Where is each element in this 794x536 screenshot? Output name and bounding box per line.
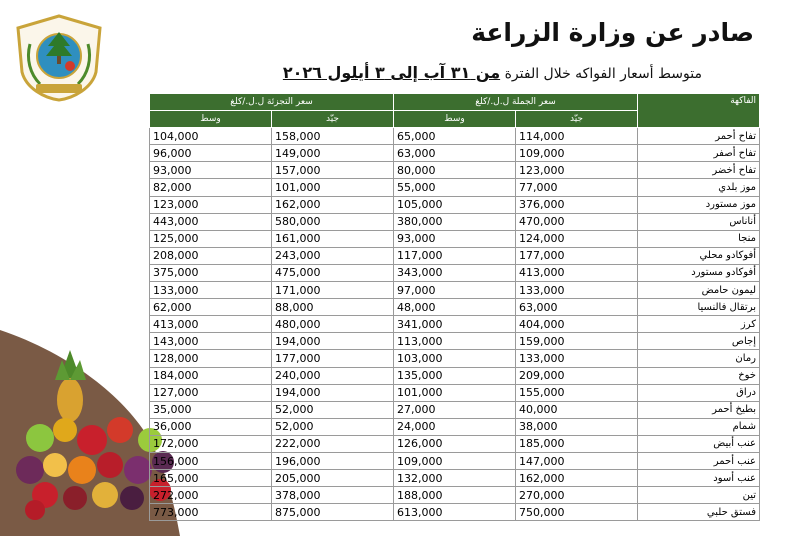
fruit-name-cell: أناناس: [638, 213, 760, 230]
wholesale-medium-cell: 24,000: [394, 418, 516, 435]
wholesale-good-cell: 159,000: [516, 333, 638, 350]
retail-good-cell: 52,000: [272, 418, 394, 435]
wholesale-medium-cell: 80,000: [394, 162, 516, 179]
fruit-name-cell: منجا: [638, 230, 760, 247]
retail-medium-cell: 127,000: [150, 384, 272, 401]
table-row: [150, 128, 760, 145]
retail-medium-cell: 82,000: [150, 179, 272, 196]
wholesale-good-cell: 63,000: [516, 299, 638, 316]
table-row: [150, 350, 760, 367]
retail-medium-cell: 443,000: [150, 213, 272, 230]
subtitle-prefix: متوسط أسعار الفواكه خلال الفترة: [504, 66, 702, 82]
fruit-name-cell: تين: [638, 487, 760, 504]
retail-medium-cell: 123,000: [150, 196, 272, 213]
retail-medium-cell: 104,000: [150, 128, 272, 145]
retail-medium-cell: 143,000: [150, 333, 272, 350]
wholesale-medium-cell: 132,000: [394, 470, 516, 487]
retail-medium-cell: 172,000: [150, 435, 272, 452]
page-subtitle: [283, 63, 702, 82]
table-row: [150, 179, 760, 196]
table-row: [150, 504, 760, 521]
retail-good-cell: 580,000: [272, 213, 394, 230]
retail-medium-cell: 375,000: [150, 264, 272, 281]
retail-good-cell: 171,000: [272, 282, 394, 299]
subheader-wholesale-good: جيّد: [516, 111, 638, 128]
wholesale-good-cell: 124,000: [516, 230, 638, 247]
wholesale-good-cell: 109,000: [516, 145, 638, 162]
retail-medium-cell: 165,000: [150, 470, 272, 487]
retail-medium-cell: 35,000: [150, 401, 272, 418]
subheader-wholesale-medium: وسط: [394, 111, 516, 128]
wholesale-medium-cell: 380,000: [394, 213, 516, 230]
fruit-name-cell: عنب أسود: [638, 470, 760, 487]
wholesale-good-cell: 376,000: [516, 196, 638, 213]
retail-good-cell: 475,000: [272, 264, 394, 281]
retail-medium-cell: 128,000: [150, 350, 272, 367]
table-row: [150, 316, 760, 333]
retail-good-cell: 177,000: [272, 350, 394, 367]
wholesale-medium-cell: 341,000: [394, 316, 516, 333]
retail-good-cell: 240,000: [272, 367, 394, 384]
table-row: [150, 282, 760, 299]
fruit-name-cell: أفوكادو مستورد: [638, 264, 760, 281]
fruit-name-cell: تفاح أخضر: [638, 162, 760, 179]
retail-medium-cell: 62,000: [150, 299, 272, 316]
fruit-name-cell: عنب أحمر: [638, 452, 760, 469]
wholesale-good-cell: 77,000: [516, 179, 638, 196]
wholesale-medium-cell: 188,000: [394, 487, 516, 504]
table-row: [150, 470, 760, 487]
retail-good-cell: 88,000: [272, 299, 394, 316]
fruit-name-cell: عنب أبيض: [638, 435, 760, 452]
retail-medium-cell: 125,000: [150, 230, 272, 247]
retail-good-cell: 101,000: [272, 179, 394, 196]
fruit-name-cell: بطيخ أحمر: [638, 401, 760, 418]
table-row: [150, 213, 760, 230]
column-header-wholesale: سعر الجملة ل.ل./كلغ: [394, 94, 638, 111]
wholesale-medium-cell: 109,000: [394, 452, 516, 469]
retail-good-cell: 196,000: [272, 452, 394, 469]
fruit-name-cell: رمان: [638, 350, 760, 367]
fruit-name-cell: تفاح أصفر: [638, 145, 760, 162]
fruit-name-cell: أفوكادو محلي: [638, 247, 760, 264]
wholesale-medium-cell: 103,000: [394, 350, 516, 367]
ministry-logo-icon: [14, 14, 104, 102]
retail-medium-cell: 36,000: [150, 418, 272, 435]
retail-good-cell: 194,000: [272, 384, 394, 401]
retail-medium-cell: 272,000: [150, 487, 272, 504]
retail-good-cell: 222,000: [272, 435, 394, 452]
table-row: [150, 435, 760, 452]
retail-good-cell: 480,000: [272, 316, 394, 333]
table-row: [150, 145, 760, 162]
retail-medium-cell: 208,000: [150, 247, 272, 264]
wholesale-medium-cell: 101,000: [394, 384, 516, 401]
retail-good-cell: 161,000: [272, 230, 394, 247]
wholesale-medium-cell: 117,000: [394, 247, 516, 264]
table-row: [150, 333, 760, 350]
retail-medium-cell: 156,000: [150, 452, 272, 469]
retail-good-cell: 162,000: [272, 196, 394, 213]
wholesale-medium-cell: 93,000: [394, 230, 516, 247]
wholesale-medium-cell: 105,000: [394, 196, 516, 213]
fruit-name-cell: تفاح أحمر: [638, 128, 760, 145]
wholesale-medium-cell: 343,000: [394, 264, 516, 281]
retail-medium-cell: 413,000: [150, 316, 272, 333]
subheader-retail-medium: وسط: [150, 111, 272, 128]
table-row: [150, 230, 760, 247]
wholesale-good-cell: 40,000: [516, 401, 638, 418]
table-row: [150, 418, 760, 435]
retail-good-cell: 52,000: [272, 401, 394, 418]
fruit-name-cell: فستق حلبي: [638, 504, 760, 521]
page-title: صادر عن وزارة الزراعة: [471, 18, 754, 47]
wholesale-medium-cell: 126,000: [394, 435, 516, 452]
column-header-retail: سعر التجزئة ل.ل./كلغ: [150, 94, 394, 111]
fruit-name-cell: إجاص: [638, 333, 760, 350]
wholesale-good-cell: 133,000: [516, 350, 638, 367]
retail-good-cell: 875,000: [272, 504, 394, 521]
wholesale-good-cell: 270,000: [516, 487, 638, 504]
table-row: [150, 196, 760, 213]
wholesale-good-cell: 162,000: [516, 470, 638, 487]
wholesale-good-cell: 147,000: [516, 452, 638, 469]
wholesale-medium-cell: 97,000: [394, 282, 516, 299]
table-row: [150, 367, 760, 384]
wholesale-good-cell: 750,000: [516, 504, 638, 521]
fruit-name-cell: ليمون حامض: [638, 282, 760, 299]
wholesale-medium-cell: 55,000: [394, 179, 516, 196]
retail-good-cell: 194,000: [272, 333, 394, 350]
wholesale-good-cell: 114,000: [516, 128, 638, 145]
wholesale-medium-cell: 613,000: [394, 504, 516, 521]
retail-medium-cell: 133,000: [150, 282, 272, 299]
fruit-name-cell: دراق: [638, 384, 760, 401]
wholesale-good-cell: 413,000: [516, 264, 638, 281]
table-row: [150, 264, 760, 281]
table-row: [150, 401, 760, 418]
table-row: [150, 487, 760, 504]
retail-good-cell: 157,000: [272, 162, 394, 179]
fruit-name-cell: كرز: [638, 316, 760, 333]
retail-good-cell: 205,000: [272, 470, 394, 487]
retail-good-cell: 158,000: [272, 128, 394, 145]
wholesale-good-cell: 185,000: [516, 435, 638, 452]
wholesale-good-cell: 470,000: [516, 213, 638, 230]
retail-good-cell: 243,000: [272, 247, 394, 264]
wholesale-medium-cell: 113,000: [394, 333, 516, 350]
fruit-name-cell: شمام: [638, 418, 760, 435]
table-row: [150, 384, 760, 401]
table-row: [150, 247, 760, 264]
wholesale-good-cell: 123,000: [516, 162, 638, 179]
retail-medium-cell: 773,000: [150, 504, 272, 521]
table-row: [150, 162, 760, 179]
subtitle-period: من ٣١ آب إلى ٣ أيلول ٢٠٢٦: [282, 63, 501, 82]
wholesale-good-cell: 38,000: [516, 418, 638, 435]
wholesale-good-cell: 155,000: [516, 384, 638, 401]
table-row: [150, 299, 760, 316]
wholesale-good-cell: 133,000: [516, 282, 638, 299]
fruit-prices-table: [149, 93, 760, 521]
wholesale-good-cell: 209,000: [516, 367, 638, 384]
column-header-fruit: الفاكهة: [638, 94, 760, 128]
retail-medium-cell: 96,000: [150, 145, 272, 162]
table-row: [150, 452, 760, 469]
wholesale-medium-cell: 63,000: [394, 145, 516, 162]
wholesale-medium-cell: 27,000: [394, 401, 516, 418]
wholesale-good-cell: 404,000: [516, 316, 638, 333]
retail-medium-cell: 184,000: [150, 367, 272, 384]
fruit-name-cell: موز بلدي: [638, 179, 760, 196]
fruit-name-cell: خوخ: [638, 367, 760, 384]
wholesale-medium-cell: 135,000: [394, 367, 516, 384]
retail-good-cell: 149,000: [272, 145, 394, 162]
retail-medium-cell: 93,000: [150, 162, 272, 179]
fruit-name-cell: برتقال فالنسيا: [638, 299, 760, 316]
fruit-name-cell: موز مستورد: [638, 196, 760, 213]
subheader-retail-good: جيّد: [272, 111, 394, 128]
wholesale-medium-cell: 65,000: [394, 128, 516, 145]
wholesale-good-cell: 177,000: [516, 247, 638, 264]
retail-good-cell: 378,000: [272, 487, 394, 504]
wholesale-medium-cell: 48,000: [394, 299, 516, 316]
